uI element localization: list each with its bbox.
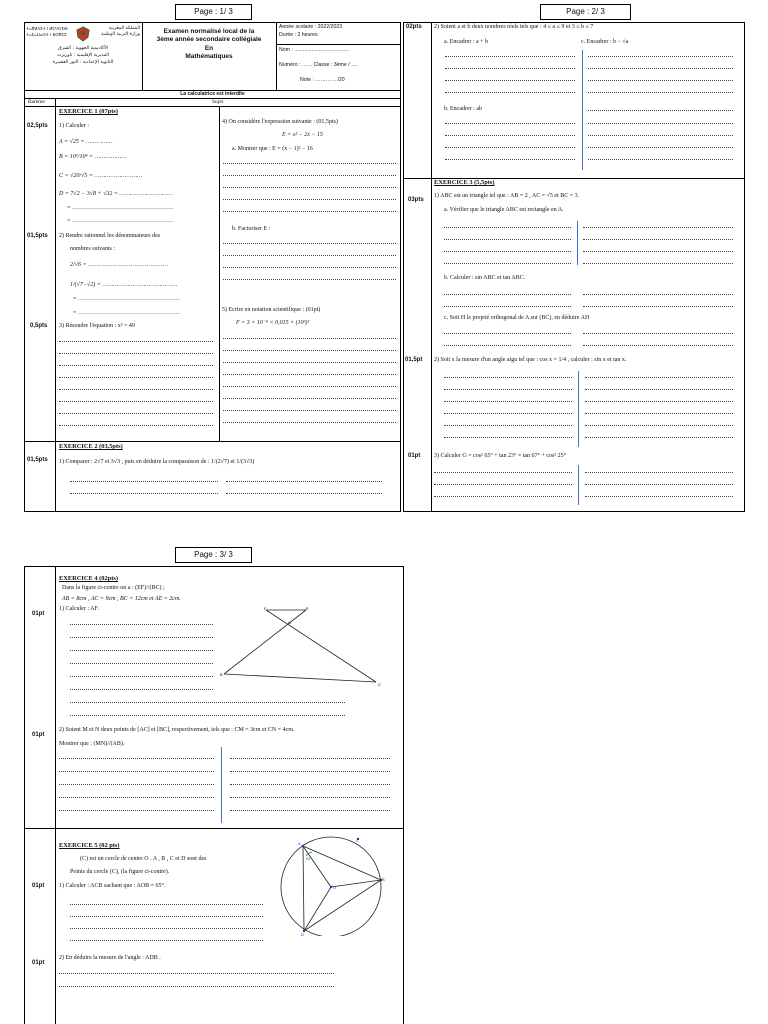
answer-line[interactable] (70, 715, 345, 716)
answer-line[interactable] (59, 784, 214, 785)
expr-d-line3: = …………………………………………… (67, 218, 174, 224)
answer-line[interactable] (583, 239, 733, 240)
answer-line[interactable] (59, 973, 334, 974)
answer-line[interactable] (230, 771, 390, 772)
expr-d: D = 7√2 − 3√8 + √32 = ………………………… (59, 191, 173, 197)
points-q2: 01,5pts (27, 233, 48, 239)
calculator-notice: La calculatrice est interdite (180, 91, 245, 97)
answer-line[interactable] (434, 484, 572, 485)
answer-line[interactable] (59, 377, 213, 378)
answer-line[interactable] (70, 928, 263, 929)
page-number-3: Page : 3/ 3 (175, 547, 252, 563)
expr-e: E = x² − 2x − 15 (282, 132, 323, 138)
label-circle-C: C (356, 838, 359, 843)
answer-line[interactable] (70, 493, 218, 494)
answer-line[interactable] (585, 425, 733, 426)
points-ex3-q3: 01pt (408, 453, 421, 459)
answer-line[interactable] (59, 986, 334, 987)
answer-line[interactable] (223, 362, 396, 363)
table-divider (24, 828, 404, 829)
answer-line[interactable] (444, 345, 571, 346)
expr-d-line2: = …………………………………………… (67, 205, 174, 211)
answer-line[interactable] (445, 56, 575, 57)
table-divider (431, 22, 432, 512)
answer-line[interactable] (59, 797, 214, 798)
triangle-figure (216, 606, 388, 694)
exercise-5-statement-1: (C) est un cercle de centre O . A , B , C et D sont des (80, 856, 207, 862)
answer-line[interactable] (226, 493, 382, 494)
answer-line[interactable] (230, 758, 390, 759)
answer-line[interactable] (444, 239, 571, 240)
column-sujet: Sujet (212, 99, 224, 105)
answer-line[interactable] (230, 810, 390, 811)
answer-line[interactable] (588, 80, 733, 81)
ex3-question-3: 3) Calculer G = cos² 65° + tan 23° × tan 67° + cos² 25° (434, 453, 567, 459)
answer-line[interactable] (70, 624, 213, 625)
answer-line[interactable] (59, 413, 213, 414)
answer-line[interactable] (434, 472, 572, 473)
answer-line[interactable] (588, 159, 733, 160)
answer-line[interactable] (434, 496, 572, 497)
question-2: 2) Rendre rationnel les dénominateurs des (59, 233, 161, 239)
page-number-1: Page : 1/ 3 (175, 4, 252, 20)
answer-line[interactable] (588, 147, 733, 148)
answer-line[interactable] (445, 92, 575, 93)
expr-q2d: 1/(√7−√2) = …………………………………… (70, 282, 178, 288)
table-divider (578, 371, 579, 447)
answer-line[interactable] (223, 398, 396, 399)
expr-b: B = 10⁶/10⁴ = ……………… (59, 154, 127, 160)
answer-line[interactable] (230, 784, 390, 785)
table-divider (142, 22, 143, 90)
number-class-field[interactable]: Numéro : …… Classe : 3ème / …. (279, 62, 358, 68)
answer-line[interactable] (445, 123, 575, 124)
answer-line[interactable] (585, 472, 733, 473)
exercise-2-question: 1) Comparer : 2√7 et 3√3 , puis en déduire la comparaison de : 1/(2√7) et 1/(3√3) (59, 459, 255, 465)
points-ex4-q1: 01pt (32, 611, 45, 617)
answer-line[interactable] (583, 227, 733, 228)
answer-line[interactable] (445, 147, 575, 148)
answer-line[interactable] (59, 365, 213, 366)
question-1: 1) Calculer : (59, 123, 89, 129)
answer-line[interactable] (585, 389, 733, 390)
question-4: 4) On considère l'expression suivante : (01,5pts) (222, 119, 338, 125)
exercise-5-statement-2: Points du cercle (C), (la figure ci-contre). (70, 869, 170, 875)
answer-line[interactable] (223, 374, 396, 375)
answer-line[interactable] (445, 68, 575, 69)
table-divider (578, 465, 579, 505)
ex3-question-1a: a. Vérifier que le triangle ABC est rectangle en A. (444, 207, 564, 213)
label-F: F (264, 606, 267, 611)
answer-line[interactable] (444, 294, 571, 295)
points-p2-q2: 02pts (406, 24, 422, 30)
points-ex3-q2: 01,5pt (405, 357, 423, 363)
table-divider (55, 566, 56, 1024)
ex3-question-1b: b. Calculer : sin ABC et tan ABC. (444, 275, 526, 281)
points-q3: 0,5pts (30, 323, 48, 329)
answer-line[interactable] (583, 333, 733, 334)
answer-line[interactable] (223, 243, 396, 244)
label-circle-B: B (382, 877, 385, 882)
answer-line[interactable] (226, 481, 382, 482)
exercise-4-statement-2: AB = 8cm , AC = 9cm , BC = 12cm et AE = 2cm. (62, 596, 181, 602)
ex3-question-1c: c. Soit H le projeté orthogonal de A sur (BC), en déduire AH (444, 315, 590, 321)
p2-question-2c: c. Encadrer : b − √a (581, 39, 629, 45)
answer-line[interactable] (444, 401, 572, 402)
answer-line[interactable] (444, 333, 571, 334)
circle-figure (276, 836, 388, 936)
expr-f: F = 3 × 10⁻⁵ × 0,015 × (10³)² (236, 320, 310, 326)
ex3-question-1: 1) ABC est un triangle tel que : AB = 2 , AC = √5 et BC = 3. (434, 193, 580, 199)
exam-title: Examen normalisé local de la 3ème année secondaire collégiale En Mathématiques (156, 28, 262, 61)
label-C: C (378, 682, 381, 687)
page-2-frame (403, 22, 745, 512)
p2-question-2b: b. Encadrer : ab (444, 106, 482, 112)
answer-line[interactable] (583, 263, 733, 264)
answer-line[interactable] (70, 650, 213, 651)
answer-line[interactable] (444, 389, 572, 390)
ex3-question-2: 2) Soit x la mesure d'un angle aigu tel que : cos x = 1/4 , calculer : sin x et tan x. (434, 357, 627, 363)
table-divider (24, 441, 401, 442)
question-4b: b. Factoriser E : (232, 226, 271, 232)
answer-line[interactable] (70, 663, 213, 664)
points-ex5-q1: 01pt (32, 883, 45, 889)
table-divider (221, 747, 222, 823)
table-divider (24, 106, 401, 107)
answer-line[interactable] (59, 353, 213, 354)
answer-line[interactable] (70, 702, 345, 703)
exam-duration: Durée : 2 heures (279, 32, 318, 38)
exercise-4-statement-1: Dans la figure ci-contre on a : (EF)//(BC) ; (62, 585, 165, 591)
answer-line[interactable] (223, 211, 396, 212)
ex4-question-1: 1) Calculer : AF. (59, 606, 99, 612)
table-divider (577, 221, 578, 265)
label-circle-D: D (301, 932, 304, 936)
table-divider (55, 98, 56, 512)
label-B: B (220, 672, 223, 677)
answer-line[interactable] (59, 758, 214, 759)
p2-question-2a: a. Encadrer : a + b (444, 39, 489, 45)
points-ex3-q1: 03pts (408, 197, 424, 203)
answer-line[interactable] (223, 350, 396, 351)
exercise-5-title: EXERCICE 5 (02 pts) (59, 842, 120, 849)
exercise-1-title: EXERCICE 1 (07pts) (59, 108, 118, 115)
answer-line[interactable] (59, 771, 214, 772)
institution-header: المملكة المغربية وزارة التربية الوطنية ⵜⴰⴳⵍⴷⵉⵜ ⵏ ⵍⵎⵖⵔⵉⴱ ⵜⴰⵎⴰⵡⴰⵙⵜ ⵏ ⵓⵙⴳⵎⵉ الأكاديمية الجهوية : الشرق المديرية الإقليمية : تاوريرت الثانوية الإعدادية : النور القشيرة (26, 26, 140, 65)
label-E: E (306, 606, 309, 611)
answer-line[interactable] (588, 56, 733, 57)
answer-line[interactable] (223, 163, 396, 164)
exercise-4-title: EXERCICE 4 (02pts) (59, 575, 118, 582)
answer-line[interactable] (223, 187, 396, 188)
answer-line[interactable] (588, 68, 733, 69)
answer-line[interactable] (585, 484, 733, 485)
answer-line[interactable] (585, 437, 733, 438)
answer-line[interactable] (70, 689, 213, 690)
answer-line[interactable] (223, 199, 396, 200)
answer-line[interactable] (223, 279, 396, 280)
answer-line[interactable] (230, 797, 390, 798)
ex5-question-2: 2) En déduire la mesure de l'angle : ADB . (59, 955, 161, 961)
answer-line[interactable] (223, 338, 396, 339)
answer-line[interactable] (445, 135, 575, 136)
answer-line[interactable] (583, 251, 733, 252)
table-divider (276, 22, 277, 90)
school-year: Année scolaire : 2022/2023 (279, 24, 343, 30)
answer-line[interactable] (445, 159, 575, 160)
label-circle-O: O (333, 885, 337, 890)
answer-line[interactable] (59, 389, 213, 390)
answer-line[interactable] (70, 637, 213, 638)
answer-line[interactable] (59, 810, 214, 811)
answer-line[interactable] (59, 425, 213, 426)
answer-line[interactable] (585, 413, 733, 414)
label-angle-65: 65° (306, 857, 312, 861)
answer-line[interactable] (583, 345, 733, 346)
answer-line[interactable] (588, 110, 733, 111)
answer-line[interactable] (585, 377, 733, 378)
answer-line[interactable] (70, 904, 263, 905)
table-divider (276, 44, 401, 45)
answer-line[interactable] (223, 255, 396, 256)
expr-c: C = √20/√5 = ……………………… (59, 173, 143, 179)
points-q1: 02,5pts (27, 123, 48, 129)
answer-line[interactable] (223, 410, 396, 411)
answer-line[interactable] (223, 422, 396, 423)
expr-q2c: 2/√6 = ……………………………………… (70, 262, 169, 268)
answer-line[interactable] (444, 263, 571, 264)
answer-line[interactable] (583, 294, 733, 295)
answer-line[interactable] (70, 940, 263, 941)
answer-line[interactable] (59, 401, 213, 402)
points-ex4-q2: 01pt (32, 732, 45, 738)
answer-line[interactable] (444, 437, 572, 438)
table-divider (582, 50, 583, 170)
table-divider (219, 106, 220, 441)
label-A: A (288, 620, 291, 625)
answer-line[interactable] (70, 481, 218, 482)
answer-line[interactable] (223, 267, 396, 268)
ex5-question-1: 1) Calculer : ACB sachant que : AOB = 65°. (59, 883, 166, 889)
answer-line[interactable] (223, 175, 396, 176)
label-circle-A: A (298, 841, 301, 846)
answer-line[interactable] (588, 92, 733, 93)
ex4-question-2: 2) Soient M et N deux points de [AC] et [BC], respectivement, tels que : CM = 3cm et CN = 4cm. (59, 727, 295, 733)
answer-line[interactable] (444, 413, 572, 414)
answer-line[interactable] (585, 401, 733, 402)
answer-line[interactable] (583, 306, 733, 307)
answer-line[interactable] (444, 306, 571, 307)
exercise-3-title: EXERCICE 3 (5,5pts) (434, 179, 495, 186)
page-number-2: Page : 2/ 3 (540, 4, 631, 20)
expr-a: A = √25 = …………… (59, 139, 113, 145)
question-3: 3) Résoudre l'équation : x² = 49 (59, 323, 135, 329)
exercise-2-title: EXERCICE 2 (03,5pts) (59, 443, 123, 450)
answer-line[interactable] (444, 251, 571, 252)
answer-line[interactable] (444, 377, 572, 378)
question-4a: a. Montrer que : E = (x − 1)² − 16 (232, 146, 313, 152)
points-ex2: 01,5pts (27, 457, 48, 463)
grade-field[interactable]: Note : ………… /20 (300, 77, 345, 83)
answer-line[interactable] (444, 425, 572, 426)
answer-line[interactable] (70, 916, 263, 917)
answer-line[interactable] (444, 227, 571, 228)
column-bareme: Barème (28, 99, 45, 105)
answer-line[interactable] (588, 123, 733, 124)
answer-line[interactable] (445, 80, 575, 81)
p2-question-2: 2) Soient a et b deux nombres réels tels que : 4 ≤ a ≤ 9 et 3 ≤ b ≤ 7 (434, 24, 594, 30)
answer-line[interactable] (70, 676, 213, 677)
points-ex5-q2: 01pt (32, 960, 45, 966)
question-5: 5) Ecrire en notation scientifique : (01pt) (222, 307, 321, 313)
name-field[interactable]: Nom : ...................................... (279, 47, 350, 53)
answer-line[interactable] (588, 135, 733, 136)
answer-line[interactable] (585, 496, 733, 497)
ex4-question-2b: Montrer que : (MN)//(AB). (59, 741, 125, 747)
answer-line[interactable] (223, 386, 396, 387)
answer-line[interactable] (59, 341, 213, 342)
